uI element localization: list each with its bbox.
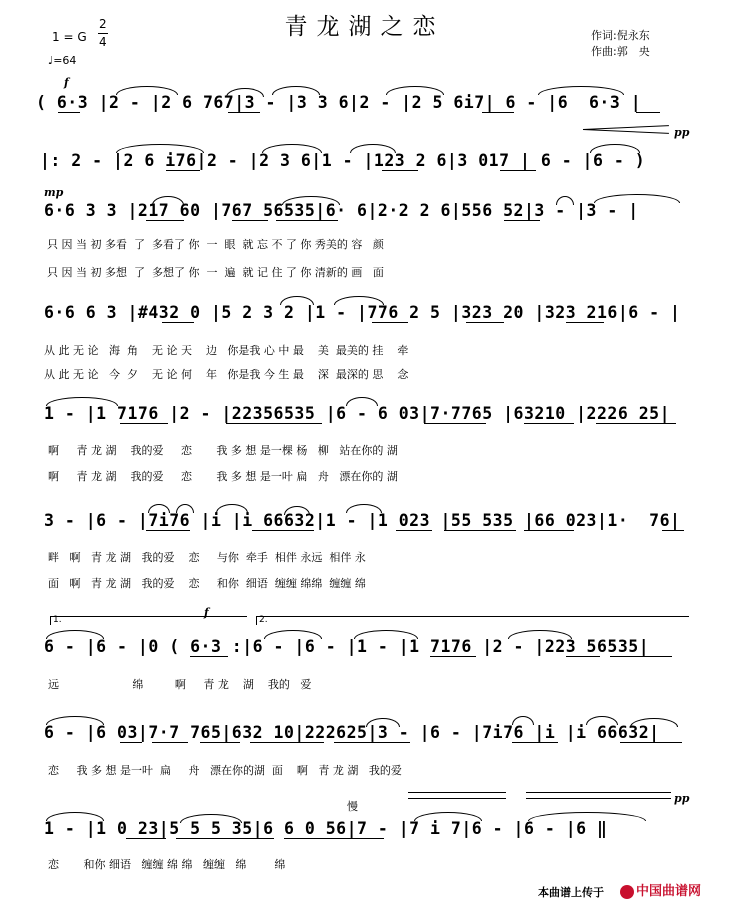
underline — [372, 322, 408, 323]
slur — [630, 718, 678, 727]
notation-line: 6·6 6 3 |#432 0 |5 2 3 2 |1 - |776 2 5 |323 20 |323 216|6 - | — [44, 303, 681, 322]
underline — [120, 423, 168, 424]
notation-line: 6·6 3 3 |217 60 |767 56535|6· 6|2·2 2 6|556 52|3 - |3 - | — [44, 201, 639, 220]
slur — [280, 296, 314, 305]
underline — [146, 530, 190, 531]
page-title: 青龙湖之恋 — [284, 14, 445, 40]
underline — [252, 530, 314, 531]
dynamic-mezzo-piano: mp — [44, 186, 64, 199]
dynamic-pianissimo: pp — [674, 126, 690, 139]
slur — [46, 397, 118, 406]
underline — [610, 656, 672, 657]
underline — [444, 530, 516, 531]
second-ending-bracket: 2. — [256, 616, 689, 625]
notation-line: ( 6·3 |2 - |2 6 767|3 - |3 3 6|2 - |2 5 6i7| 6 - |6 6·3 | — [36, 93, 642, 112]
underline — [190, 656, 228, 657]
slur — [350, 144, 396, 153]
underline — [524, 423, 574, 424]
slur — [538, 86, 624, 95]
underline — [662, 530, 684, 531]
slur — [386, 86, 444, 95]
slur — [556, 196, 574, 205]
tempo-slow: 慢 — [347, 800, 358, 813]
site-name: 中国曲谱网 — [636, 884, 702, 899]
underline — [424, 423, 486, 424]
underline — [512, 742, 558, 743]
underline — [382, 170, 418, 171]
slur — [148, 504, 170, 513]
underline — [176, 838, 274, 839]
dynamic-forte-2: f — [204, 606, 209, 619]
slur — [176, 504, 194, 513]
slur — [46, 716, 104, 725]
slur — [272, 86, 320, 95]
underline — [162, 322, 194, 323]
underline — [284, 838, 384, 839]
notation-line: |: 2 - |2 6 i76|2 - |2 3 6|1 - |123 2 6|3 017 | 6 - |6 - ) — [40, 151, 646, 170]
notation-line: 1 - |1 7176 |2 - |22356535 |6 - 6 03|7·7765 |63210 |2226 25| — [44, 404, 671, 423]
underline — [146, 220, 184, 221]
time-signature-bottom: 4 — [99, 35, 107, 49]
diminuendo-hairpin-2 — [526, 791, 671, 799]
underline — [334, 742, 410, 743]
slur — [346, 397, 378, 406]
notation-line: 6 - |6 - |0 ( 6·3 :|6 - |6 - |1 - |1 7176 |2 - |223 56535| — [44, 637, 650, 656]
underline — [636, 112, 660, 113]
slur — [334, 296, 384, 305]
underline — [504, 220, 540, 221]
underline — [226, 423, 322, 424]
upload-note: 本曲谱上传于 — [538, 886, 604, 899]
slur — [512, 716, 534, 725]
slur — [216, 504, 248, 513]
slur — [590, 144, 640, 153]
slur — [346, 504, 382, 513]
slur — [586, 716, 618, 725]
slur — [366, 718, 400, 727]
underline — [566, 656, 600, 657]
site-logo[interactable] — [620, 880, 701, 899]
composer-credit: 作曲:郭 央 — [591, 45, 650, 58]
dynamic-forte: f — [64, 76, 69, 89]
underline — [596, 423, 676, 424]
notation-line: 1 - |1 0 23|5 5 5 35|6 6 0 56|7 - |7 i 7|6 - |6 - |6 ‖ — [44, 819, 608, 838]
notation-line: 3 - |6 - |7i76 |i |i 66632|1 - |1 023 |55 535 |66 023|1· 76| — [44, 511, 681, 530]
slur — [46, 812, 104, 821]
slur — [508, 630, 572, 639]
first-ending-bracket: 1. — [50, 616, 247, 625]
slur — [180, 814, 242, 823]
time-signature-line — [98, 33, 108, 34]
slur — [116, 144, 204, 153]
underline — [152, 742, 188, 743]
underline — [466, 322, 504, 323]
slur — [354, 630, 418, 639]
underline — [430, 656, 476, 657]
slur — [282, 196, 340, 205]
tempo-marking: ♩=64 — [48, 54, 77, 67]
underline — [58, 112, 80, 113]
underline — [524, 530, 574, 531]
underline — [620, 742, 682, 743]
underline — [120, 742, 142, 743]
underline — [396, 530, 432, 531]
slur — [284, 506, 310, 515]
underline — [250, 742, 324, 743]
site-logo-icon — [620, 885, 634, 899]
slur — [594, 194, 680, 203]
underline — [126, 838, 166, 839]
diminuendo-hairpin-1 — [583, 125, 669, 133]
lyricist-credit: 作词:倪永东 — [591, 29, 650, 42]
underline — [276, 220, 338, 221]
slur — [414, 812, 482, 821]
slur — [116, 86, 178, 95]
slur — [226, 88, 264, 97]
crescendo-hairpin — [408, 791, 506, 799]
underline — [482, 112, 514, 113]
slur — [264, 630, 322, 639]
underline — [166, 170, 200, 171]
slur — [528, 812, 646, 821]
slur — [152, 196, 184, 205]
underline — [500, 170, 536, 171]
underline — [200, 742, 240, 743]
slur — [46, 630, 104, 639]
key-signature: 1 = G — [52, 30, 87, 44]
underline — [566, 322, 604, 323]
underline — [228, 112, 260, 113]
time-signature-top: 2 — [99, 17, 107, 31]
dynamic-pianissimo-2: pp — [674, 792, 690, 805]
underline — [232, 220, 268, 221]
notation-line: 6 - |6 03|7·7 765|632 10|222625|3 - |6 - |7i76 |i |i 66632| — [44, 723, 660, 742]
slur — [262, 144, 322, 153]
